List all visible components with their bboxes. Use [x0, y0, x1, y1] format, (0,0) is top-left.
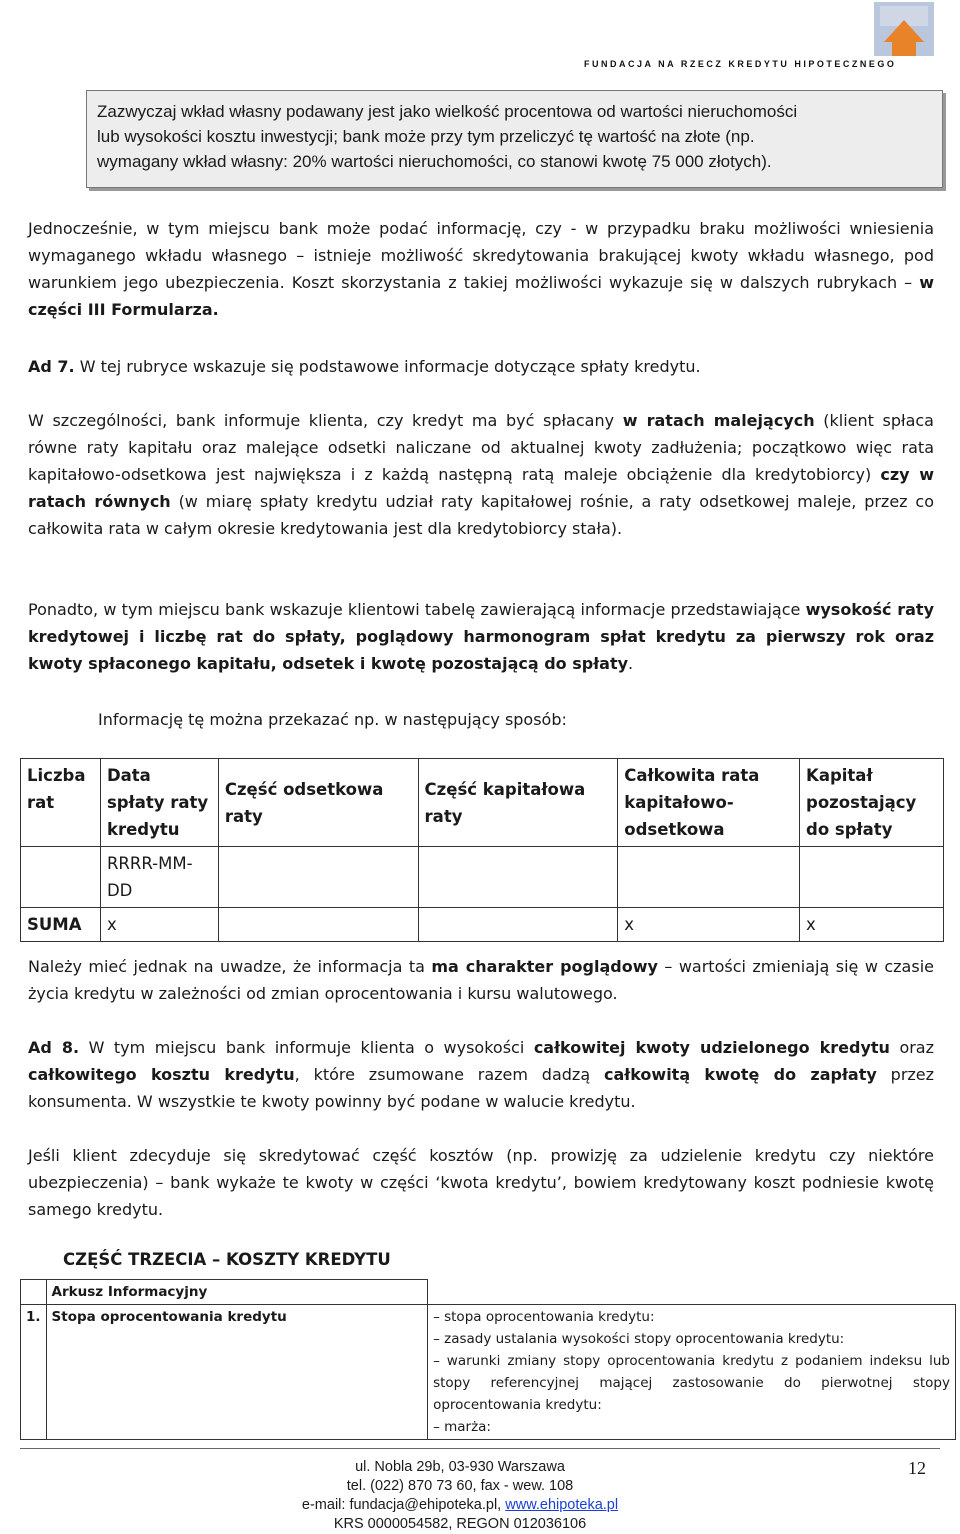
footer-registry: KRS 0000054582, REGON 012036106 [333, 1516, 587, 1532]
note-box [86, 90, 943, 188]
paragraph-repayment-types: W szczególności, bank informuje klienta, czy kredyt ma być spłacany w ratach malejących (klient spłaca równe raty kapitału oraz malejące odsetki naliczane od aktualnej kwoty zadłużenia; początkowo więc rata kapitałowo-odsetkowa jest największa i z każdą następną ratą maleje obciążenie dla kredytobiorcy) czy w ratach równych (w miarę spłaty kredytu udział raty kapitałowej rośnie, a raty odsetkowej maleje, przez co całkowita rata w całym okresie kredytowania jest dla kredytobiorcy stała). [28, 411, 935, 538]
sheet-header: Arkusz Informacyjny [46, 1280, 428, 1305]
paragraph-indicative-note: Należy mieć jednak na uwadze, że informacja ta ma charakter poglądowy – wartości zmieniają się w czasie życia kredytu w zależności od zmian oprocentowania i kursu walutowego. [28, 957, 934, 1003]
page-number: 12 [908, 1458, 926, 1478]
sheet-item: – warunki zmiany stopy oprocentowania kredytu z podaniem indeksu lub stopy referencyjnej mającej zastosowanie do pierwotnej stopy oprocentowania kredytu: [433, 1353, 950, 1413]
table-row: 1. Stopa oprocentowania kredytu – stopa oprocentowania kredytu: – zasady ustalania wysokości stopy oprocentowania kredytu: – warunki zmiany stopy oprocentowania kredytu z podaniem indeksu lub stopy referencyjnej mającej zastosowanie do pierwotnej stopy oprocentowania kredytu: – marża: [21, 1305, 956, 1440]
footer-divider [20, 1448, 940, 1449]
repayment-schedule-table [20, 758, 944, 942]
paragraph-schedule-info: Ponadto, w tym miejscu bank wskazuje klientowi tabelę zawierającą informacje przedstawiające wysokość raty kredytowej i liczbę rat do spłaty, poglądowy harmonogram spłat kredytu za pierwszy rok oraz kwoty spłaconego kapitału, odsetek i kwotę pozostającą do spłaty. [28, 600, 934, 673]
table-header-row [21, 759, 944, 847]
footer-contact: e-mail: fundacja@ehipoteka.pl, www.ehipoteka.pl [301, 1497, 619, 1513]
website-link[interactable]: www.ehipoteka.pl [505, 1497, 619, 1513]
section-title: CZĘŚĆ TRZECIA – KOSZTY KREDYTU [63, 1250, 391, 1269]
table-sum-row: SUMA x x x [21, 908, 944, 942]
sheet-item: – zasady ustalania wysokości stopy oprocentowania kredytu: [433, 1331, 845, 1347]
paragraph-example-intro: Informację tę można przekazać np. w następujący sposób: [98, 710, 567, 729]
table-row [21, 847, 944, 908]
paragraph-financed-costs: Jeśli klient zdecyduje się skredytować część kosztów (np. prowizję za udzielenie kredytu czy niektóre ubezpieczenia) – bank wykaże te kwoty w części ‘kwota kredytu’, bowiem kredytowany koszt podniesie kwotę samego kredytu. [28, 1146, 934, 1219]
header-cell: Kapitał pozostający do spłaty [800, 759, 944, 847]
date-format-cell: RRRR-MM-DD [100, 847, 218, 908]
information-sheet-table [20, 1279, 956, 1440]
sheet-item: – marża: [433, 1419, 491, 1435]
sheet-item: – stopa oprocentowania kredytu: [433, 1309, 655, 1325]
footer-address: ul. Nobla 29b, 03-930 Warszawa [355, 1459, 565, 1475]
foundation-logo [874, 2, 934, 56]
paragraph-ad8: Ad 8. W tym miejscu bank informuje klienta o wysokości całkowitej kwoty udzielonego kredytu oraz całkowitego kosztu kredytu, które zsumowane razem dadzą całkowitą kwotę do zapłaty przez konsumenta. W wszystkie te kwoty powinny być podane w walucie kredytu. [28, 1038, 935, 1111]
footer-phone: tel. (022) 870 73 60, fax - wew. 108 [346, 1478, 574, 1494]
ad7-heading: Ad 7. W tej rubryce wskazuje się podstawowe informacje dotyczące spłaty kredytu. [28, 357, 701, 376]
note-line: Zazwyczaj wkład własny podawany jest jako wielkość procentowa od wartości nieruchomości [97, 102, 798, 121]
header-cell: Data spłaty raty kredytu [100, 759, 218, 847]
note-line: lub wysokości kosztu inwestycji; bank może przy tym przeliczyć tę wartość na złote (np. [97, 127, 755, 146]
header-cell: Część odsetkowa raty [218, 759, 418, 847]
header-cell: Część kapitałowa raty [418, 759, 618, 847]
brand-name: FUNDACJA NA RZECZ KREDYTU HIPOTECZNEGO [584, 59, 897, 69]
note-line: wymagany wkład własny: 20% wartości nieruchomości, co stanowi kwotę 75 000 złotych). [97, 152, 772, 171]
table-header-row [21, 1280, 956, 1305]
header-cell: Całkowita rata kapitałowo-odsetkowa [618, 759, 800, 847]
footer [200, 1458, 720, 1534]
paragraph-missing-own-contribution: Jednocześnie, w tym miejscu bank może podać informację, czy - w przypadku braku możliwości wniesienia wymaganego wkładu własnego – istnieje możliwość skredytowania brakującej kwoty wkładu własnego, pod warunkiem jego ubezpieczenia. Koszt skorzystania z takiej możliwości wykazuje się w dalszych rubrykach – w części III Formularza. [28, 219, 934, 319]
header-cell: Liczba rat [21, 759, 101, 847]
